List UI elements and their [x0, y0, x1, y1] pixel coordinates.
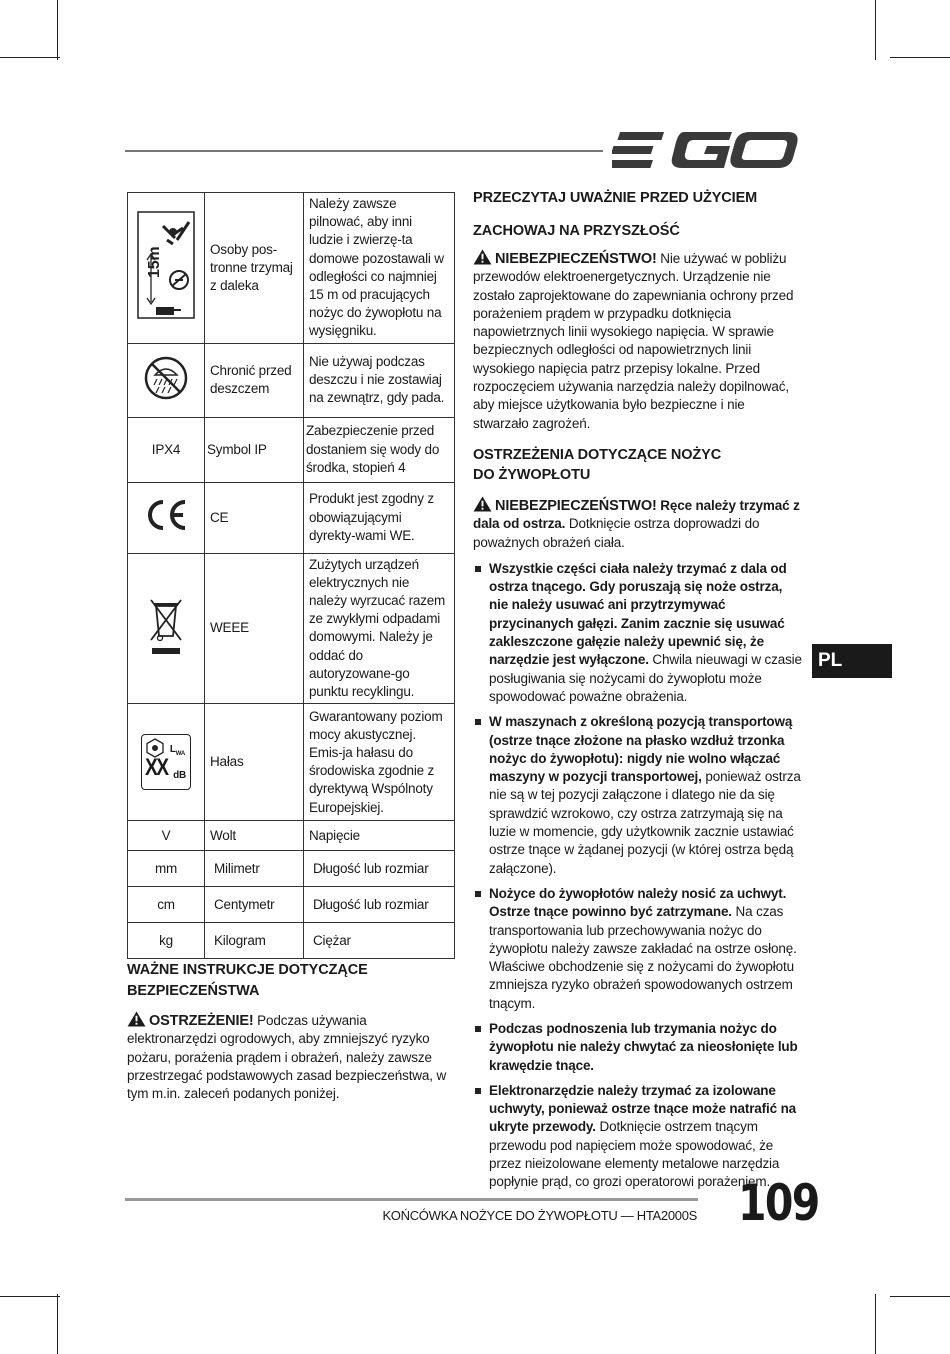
symbol-name: Centymetr — [205, 887, 304, 923]
header-rule — [125, 150, 603, 152]
symbol-code: IPX4 — [128, 417, 205, 482]
symbol-name: Kilogram — [205, 923, 304, 959]
bullet-bold: W maszynach z określoną pozycją transportową (ostrze tnące złożone na płasko wzdłuż trzonka nożyc do żywopłotu): nigdy nie wolno włączać maszyny w pozycji transportowej, — [489, 714, 793, 785]
table-row — [128, 887, 455, 923]
symbol-description: Długość lub rozmiar — [304, 851, 455, 887]
noise-level-value: XX — [145, 754, 168, 782]
crop-mark — [0, 1296, 60, 1297]
symbol-name: Hałas — [205, 704, 304, 821]
crop-mark — [875, 1294, 876, 1354]
crop-mark — [890, 1296, 950, 1297]
table-row — [128, 923, 455, 959]
symbol-description: Napięcie — [304, 821, 455, 851]
bullet-bold: Wszystkie części ciała należy trzymać z dala od ostrza tnącego. Gdy poruszają się noże ostrza, nie należy usuwać ani przytrzymywać przycinanych gałęzi. Zanim zacznie się usuwać zakleszczone gałęzie należy upewnić się, że narzędzie jest wyłączone. — [489, 560, 787, 668]
symbol-description: Nie używaj podczas deszczu i nie zostawiaj na zewnątrz, gdy pada. — [304, 343, 455, 417]
footer-rule — [125, 1198, 698, 1201]
keep-distance-15m-icon — [128, 193, 205, 344]
crop-mark — [0, 57, 60, 58]
symbol-name: Milimetr — [205, 851, 304, 887]
table-row — [128, 193, 455, 344]
symbol-description: Gwarantowany poziom mocy akustycznej. Emis-ja hałasu do środowiska zgodnie z dyrektywą Wspólnoty Europejskiej. — [304, 704, 455, 821]
hedge-trimmer-warnings-title: OSTRZEŻENIA DOTYCZĄCE NOŻYC DO ŻYWOPŁOTU — [473, 446, 722, 484]
symbol-description: Zabezpieczenie przed dostaniem się wody do środka, stopień 4 — [304, 417, 455, 482]
bullet-text: Dotknięcie ostrzem tnącym przewodu pod napięciem może spowodować, że przez nieizolowane elementy metalowe narzędzia popłynie prąd, co grozi operatorowi porażeniem. — [489, 1119, 780, 1190]
table-row — [128, 553, 455, 704]
danger-paragraph — [473, 249, 803, 433]
bullet-text: Na czas transportowania lub przechowywania nożyc do żywopłotu należy zawsze zakładać na ostrze osłonę. Właściwe obchodzenie się z nożycami do żywopłotu zmniejsza ryzyko obrażeń spowodowanych ostrzem tnącym. — [489, 904, 797, 1011]
warning-triangle-icon — [473, 496, 492, 512]
language-tab: PL — [812, 644, 892, 678]
read-before-use-title: PRZECZYTAJ UWAŻNIE PRZED UŻYCIEM — [473, 190, 758, 206]
symbol-name: Osoby pos- tronne trzymaj z daleka — [205, 193, 304, 344]
keep-for-future-title: ZACHOWAJ NA PRZYSZŁOŚĆ — [473, 222, 680, 239]
right-column — [473, 188, 803, 1199]
table-row — [128, 851, 455, 887]
symbol-code: V — [128, 821, 205, 851]
symbol-name: Chronić przed deszczem — [205, 343, 304, 417]
ce-mark-icon — [128, 482, 205, 553]
warning-triangle-icon — [473, 249, 492, 265]
danger-label: NIEBEZPIECZEŃSTWO! — [495, 497, 657, 514]
danger-paragraph — [473, 496, 803, 552]
symbol-description: Należy zawsze pilnować, aby inni ludzie i zwierzę-ta domowe pozostawali w odległości co najmniej 15 m od pracujących nożyc do żywopłotu na wysięgniku. — [304, 193, 455, 344]
danger-bold-text: Ręce należy trzymać z dala od ostrza. — [473, 497, 800, 532]
list-item — [473, 885, 803, 1013]
symbol-name: Symbol IP — [205, 417, 304, 482]
table-row — [128, 821, 455, 851]
symbol-name: CE — [205, 482, 304, 553]
warning-label: OSTRZEŻENIE! — [149, 1013, 254, 1029]
ego-logo — [612, 126, 802, 174]
table-row — [128, 417, 455, 482]
symbol-description: Produkt jest zgodny z obowiązującymi dyrekty-wami WE. — [304, 482, 455, 553]
table-row — [128, 343, 455, 417]
danger-text: Nie używać w pobliżu przewodów elektroenergetycznych. Urządzenie nie zostało zaprojektowane do zapewniania ochrony przed porażeniem prądem w przypadku dotknięcia napowietrznych linii wysokiego napięcia. W sprawie bezpiecznych odległości od napowietrznych linii wysokiego napięcia patrz przepisy lokalne. Przed rozpoczęciem używania narzędzia należy dopilnować, aby miejsce użytkowania było bezpieczne i nie stwarzało zagrożeń. — [473, 251, 794, 431]
warning-triangle-icon — [127, 1011, 146, 1027]
symbol-name: Wolt — [205, 821, 304, 851]
bullet-bold: Nożyce do żywopłotów należy nosić za uchwyt. Ostrze tnące powinno być zatrzymane. — [489, 885, 787, 920]
table-row — [128, 704, 455, 821]
bullet-bold: Podczas podnoszenia lub trzymania nożyc do żywopłotu nie należy chwytać za nieosłonięte lub krawędzie tnące. — [489, 1020, 798, 1073]
no-rain-icon — [128, 343, 205, 417]
table-row — [128, 482, 455, 553]
list-item — [473, 1020, 803, 1075]
list-item — [473, 560, 803, 706]
danger-text: Dotknięcie ostrza doprowadzi do poważnych obrażeń ciała. — [473, 516, 760, 550]
footer-product-title: KOŃCÓWKA NOŻYCE DO ŻYWOPŁOTU — HTA2000S — [382, 1208, 697, 1223]
bullet-text: Chwila nieuwagi w czasie posługiwania się nożycami do żywopłotu może spowodować poważne obrażenia. — [489, 652, 802, 704]
section-title: WAŻNE INSTRUKCJE DOTYCZĄCE BEZPIECZEŃSTWA — [127, 962, 368, 999]
crop-mark — [875, 0, 876, 60]
warning-paragraph — [127, 1011, 457, 1103]
warnings-list — [473, 560, 803, 1192]
crop-mark — [57, 1294, 58, 1354]
symbol-code: kg — [128, 923, 205, 959]
list-item — [473, 713, 803, 878]
symbol-name: WEEE — [205, 553, 304, 704]
symbols-table — [127, 192, 455, 959]
bullet-text: ponieważ ostrza nie są w tej pozycji załączone i dlatego nie da się sprawdzić wzrokowo, czy ostrza zatrzymają się na luzie w momencie, gdy użytkownik zacznie ustawiać ostrze tnące w żądanej pozycji (w której ostrza będą załączone). — [489, 769, 801, 876]
crop-mark — [890, 57, 950, 58]
warning-text: Podczas używania elektronarzędzi ogrodowych, aby zmniejszyć ryzyko pożaru, porażenia prądem i obrażeń, należy zawsze przestrzegać podstawowych zasad bezpieczeństwa, w tym m.in. zaleceń podanych poniżej. — [127, 1013, 447, 1102]
symbol-code: cm — [128, 887, 205, 923]
symbol-description: Ciężar — [304, 923, 455, 959]
symbol-description: Długość lub rozmiar — [304, 887, 455, 923]
danger-label: NIEBEZPIECZEŃSTWO! — [495, 251, 657, 267]
page-number: 109 — [738, 1174, 819, 1232]
symbol-code: mm — [128, 851, 205, 887]
bullet-bold: Elektronarzędzie należy trzymać za izolowane uchwyty, ponieważ ostrze tnące może natrafić na ukryte przewody. — [489, 1082, 797, 1135]
weee-bin-icon — [128, 553, 205, 704]
left-safety-section — [127, 960, 457, 1103]
svg-text:15m: 15m — [146, 246, 163, 279]
symbol-description: Zużytych urządzeń elektrycznych nie należy wyrzucać razem ze zwykłymi odpadami domowymi. Należy je oddać do autoryzowane-go punktu recyklingu. — [304, 553, 455, 704]
crop-mark — [57, 0, 58, 60]
noise-level-icon: $L_{WA}$ XX dB — [128, 704, 205, 821]
